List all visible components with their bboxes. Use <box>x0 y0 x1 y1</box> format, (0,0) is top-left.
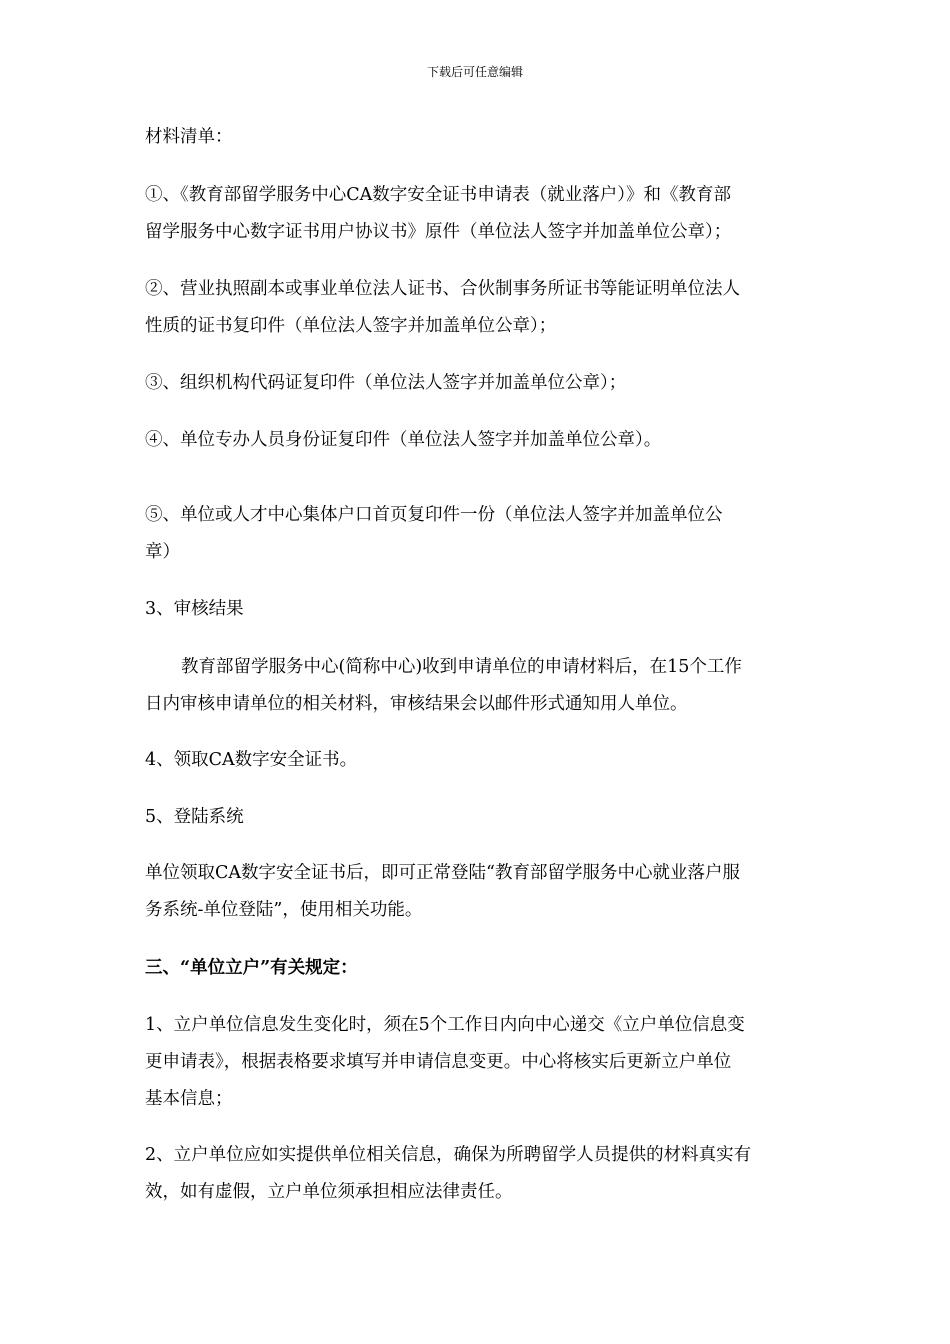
material-item-5-line-2: 章） <box>145 542 180 562</box>
material-item-2-line-2: 性质的证书复印件（单位法人签字并加盖单位公章）； <box>145 316 557 336</box>
rule-item-2-line-1: 2、立户单位应如实提供单位相关信息，确保为所聘留学人员提供的材料真实有 <box>145 1145 752 1165</box>
material-item-3-line-1: ③、组织机构代码证复印件（单位法人签字并加盖单位公章）； <box>145 373 627 393</box>
rule-item-1-line-1: 1、立户单位信息发生变化时，须在5个工作日内向中心递交《立户单位信息变 <box>145 1015 745 1035</box>
step3-line-2: 日内审核申请单位的相关材料，审核结果会以邮件形式通知用人单位。 <box>145 694 688 714</box>
step5-paragraph <box>145 855 809 929</box>
rule-item-1-line-2: 更申请表》，根据表格要求填写并申请信息变更。中心将核实后更新立户单位 <box>145 1052 732 1072</box>
step3-title: 3、审核结果 <box>145 599 244 619</box>
page-header: 下载后可任意编辑 <box>426 65 523 79</box>
material-item-2 <box>145 271 809 345</box>
step5-line-2: 务系统-单位登陆”，使用相关功能。 <box>145 900 423 920</box>
material-item-2-line-1: ②、营业执照副本或事业单位法人证书、合伙制事务所证书等能证明单位法人 <box>145 279 740 299</box>
material-item-5 <box>145 497 809 571</box>
material-item-5-line-1: ⑤、单位或人才中心集体户口首页复印件一份（单位法人签字并加盖单位公 <box>145 505 723 525</box>
material-item-1-line-2: 留学服务中心数字证书用户协议书》原件（单位法人签字并加盖单位公章）； <box>145 222 732 242</box>
step5-line-1: 单位领取CA数字安全证书后，即可正常登陆“教育部留学服务中心就业落户服 <box>145 863 740 883</box>
material-item-4-line-1: ④、单位专办人员身份证复印件（单位法人签字并加盖单位公章）。 <box>145 430 662 450</box>
rule-item-1-line-3: 基本信息； <box>145 1089 233 1109</box>
step5-title: 5、登陆系统 <box>145 807 244 827</box>
step4-title: 4、领取CA数字安全证书。 <box>145 750 358 770</box>
rule-item-1 <box>145 1007 809 1118</box>
rule-item-2 <box>145 1137 809 1211</box>
step3-line-1: 教育部留学服务中心(简称中心)收到申请单位的申请材料后，在15个工作 <box>181 657 742 677</box>
step3-paragraph <box>145 649 809 723</box>
material-item-4 <box>145 422 809 459</box>
section3-title: 三、“单位立户”有关规定： <box>145 958 358 978</box>
material-item-1-line-1: ①、《教育部留学服务中心CA数字安全证书申请表（就业落户）》和《教育部 <box>145 185 732 205</box>
materials-title: 材料清单： <box>145 127 233 147</box>
rule-item-2-line-2: 效，如有虚假，立户单位须承担相应法律责任。 <box>145 1182 513 1202</box>
material-item-3 <box>145 365 809 402</box>
material-item-1 <box>145 177 809 251</box>
